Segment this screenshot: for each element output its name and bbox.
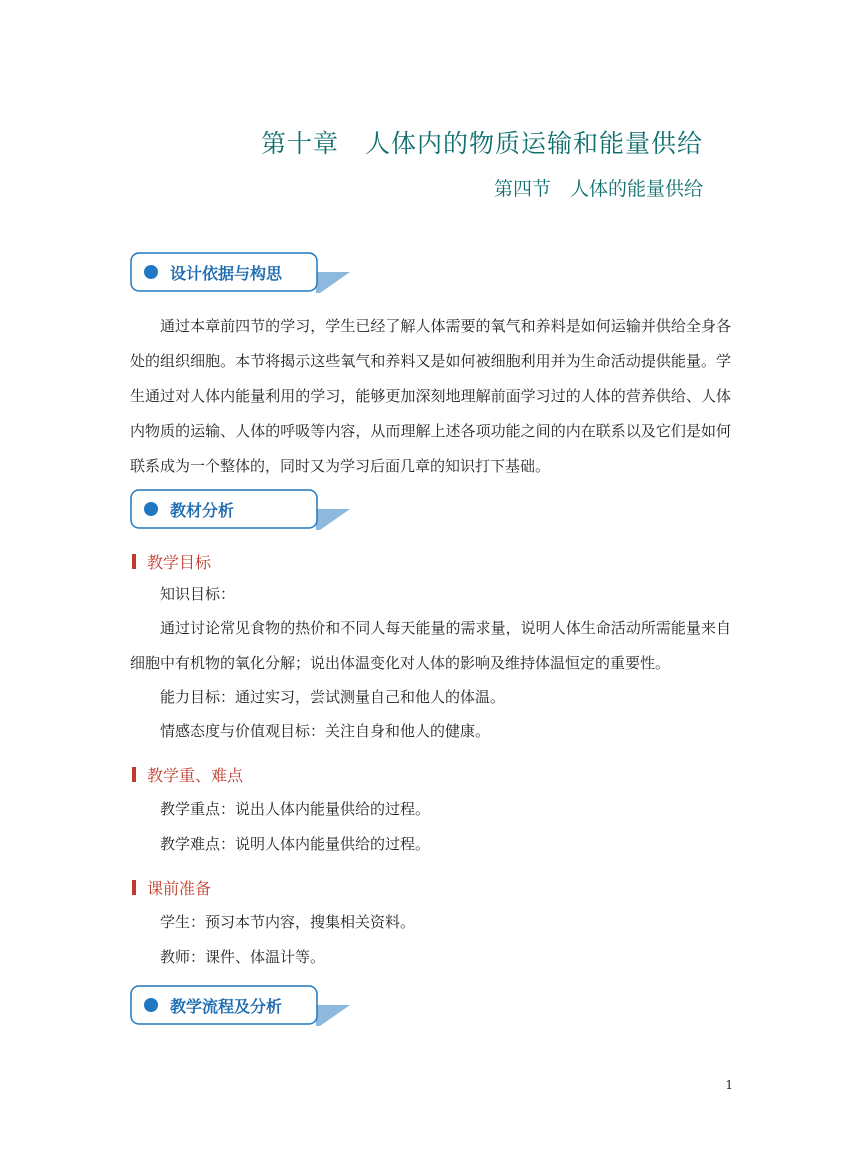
teaching-focus: 教学重点：说出人体内能量供给的过程。 <box>160 800 431 818</box>
page-number: 1 <box>725 1078 733 1092</box>
teaching-difficulty: 教学难点：说明人体内能量供给的过程。 <box>160 835 431 853</box>
teacher-preparation: 教师：课件、体温计等。 <box>160 948 326 966</box>
bullet-dot-icon <box>144 265 158 279</box>
knowledge-goal-label: 知识目标： <box>160 585 236 603</box>
chapter-title: 第十章 人体内的物质运输和能量供给 <box>260 129 703 158</box>
design-paragraph: 通过本章前四节的学习，学生已经了解人体需要的氧气和养料是如何运输并供给全身各处的组织细胞。本节将揭示这些氧气和养料又是如何被细胞利用并为生命活动提供能量。学生通过对人体内能量利用的学习，能够更加深刻地理解前面学习过的人体的营养供给、人体内物质的运输、人体的呼吸等内容，从而理解上述各项功能之间的内在联系以及它们是如何联系成为一个整体的，同时又为学习后面几章的知识打下基础。 <box>130 317 731 475</box>
knowledge-goal-text: 通过讨论常见食物的热价和不同人每天能量的需求量，说明人体生命活动所需能量来自细胞中有机物的氧化分解；说出体温变化对人体的影响及维持体温恒定的重要性。 <box>130 619 731 672</box>
bullet-dot-icon <box>144 502 158 516</box>
subhead-label: 课前准备 <box>147 879 212 898</box>
student-preparation: 学生：预习本节内容，搜集相关资料。 <box>160 913 416 931</box>
subhead-label: 教学重、难点 <box>147 766 244 785</box>
section-title: 第四节 人体的能量供给 <box>493 178 703 200</box>
heading-tab-shape <box>130 489 350 531</box>
heading-label: 教材分析 <box>170 501 235 520</box>
red-bar-icon <box>132 767 136 782</box>
heading-label: 设计依据与构思 <box>170 264 283 283</box>
heading-teaching-process <box>130 985 350 1027</box>
bullet-dot-icon <box>144 998 158 1012</box>
ability-goal: 能力目标：通过实习，尝试测量自己和他人的体温。 <box>160 688 506 706</box>
heading-textbook-analysis <box>130 489 350 531</box>
emotion-goal: 情感态度与价值观目标：关注自身和他人的健康。 <box>160 722 491 740</box>
heading-design-rationale <box>130 252 350 294</box>
red-bar-icon <box>132 880 136 895</box>
heading-label: 教学流程及分析 <box>170 997 283 1016</box>
red-bar-icon <box>132 554 136 569</box>
subhead-label: 教学目标 <box>147 553 212 572</box>
